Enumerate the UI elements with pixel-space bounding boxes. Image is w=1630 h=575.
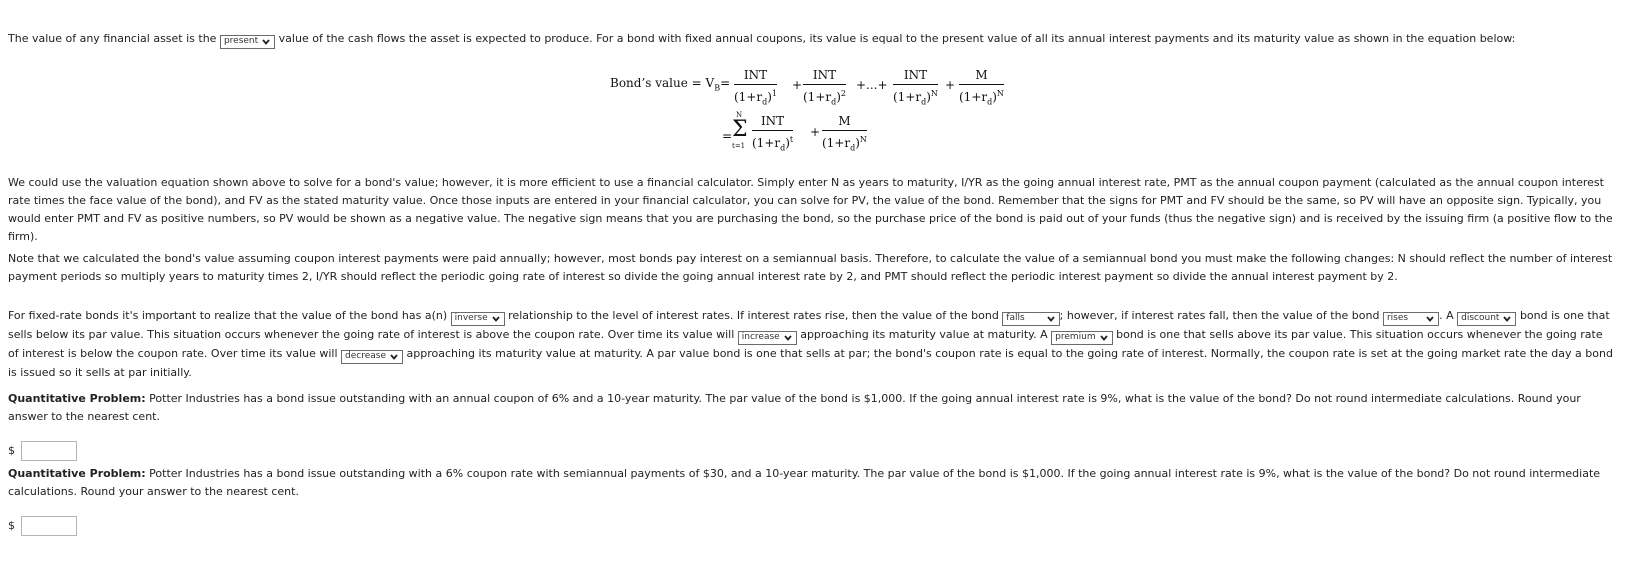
fixed-text-7: bond is one that sells above its par value. This situation occurs whenever the going rate of interest is below the coupon rate. Over time its value will — [8, 328, 1603, 360]
chevron-down-icon — [1424, 313, 1436, 325]
sigma-upper: N — [736, 111, 743, 119]
problem-1-text — [8, 390, 1614, 426]
chevron-down-icon — [782, 332, 794, 344]
rises-dropdown[interactable]: rises — [1383, 312, 1439, 326]
equation-lhs: Bond’s value = $V_B=$ — [610, 76, 731, 93]
fraction-m-n-2: $\frac{M}{(1+r_d)^N}$ — [822, 114, 867, 153]
problem-1-currency: $ — [8, 444, 15, 457]
fixed-text-5: bond is one that sells below its par value. This situation occurs whenever the going rate of interest is above the coupon rate. Over time its value will — [8, 309, 1610, 341]
fixed-rate-paragraph — [8, 307, 1614, 382]
fixed-text-3: ; however, if interest rates fall, then the value of the bond — [1059, 309, 1380, 322]
problem-2-body: Potter Industries has a bond issue outstanding with a 6% coupon rate with semiannual payments of $30, and a 10-year maturity. The par value of the bond is $1,000. If the going annual interest rate is 9%, what is the value of the bond? Do not round intermediate calculations. Round your answer to the nearest cent. — [8, 467, 1601, 498]
present-dropdown[interactable]: present — [220, 35, 275, 49]
increase-dropdown[interactable]: increase — [738, 331, 797, 345]
inverse-dropdown[interactable]: inverse — [451, 312, 505, 326]
fraction-int-n: INT $(1+r_d)^N$ — [893, 68, 938, 107]
problem-1-answer-input[interactable] — [21, 441, 77, 461]
problem-2-label: Quantitative Problem: — [8, 467, 146, 480]
calculator-paragraph: We could use the valuation equation shown above to solve for a bond's value; however, it is more efficient to use a financial calculator. Simply enter N as years to maturity, I/YR as the going annual interest rate, PMT as the annual coupon payment (calculated as the annual coupon interest rate times the face value of the bond), and FV as the stated maturity value. Once those inputs are entered in your financial calculator, you can solve for PV, the value of the bond. Remember that the signs for PMT and FV should be the same, so PV will have an opposite sign. Typically, you would enter PMT and FV as positive numbers, so PV would be shown as a negative value. The negative sign means that you are purchasing the bond, so the purchase price of the bond is paid out of your funds (thus the negative sign) and is received by the issuing firm (a positive flow to the firm). — [8, 176, 1613, 243]
intro-text-before: The value of any financial asset is the — [8, 32, 217, 45]
discount-dropdown[interactable]: discount — [1457, 312, 1516, 326]
fixed-text-8: approaching its maturity value at maturity. A par value bond is one that sells at par; the bond's coupon rate is equal to the going rate of interest. Normally, the coupon rate is set at the going market rate the day a bond is issued so it sells at par initially. — [8, 347, 1613, 379]
problem-1-label: Quantitative Problem: — [8, 392, 146, 405]
decrease-dropdown[interactable]: decrease — [341, 350, 403, 364]
fraction-m-n: $\frac{M}{(1+r_d)^N}$ — [959, 68, 1004, 107]
fixed-text-6: approaching its maturity value at maturity. A — [800, 328, 1048, 341]
intro-paragraph — [8, 30, 1614, 49]
ellipsis-plus: +...+ — [856, 78, 888, 92]
plus-sign: + — [792, 78, 803, 92]
chevron-down-icon — [1501, 313, 1513, 325]
chevron-down-icon — [388, 351, 400, 363]
fraction-int-t: INT $(1+r_d)^t$ — [752, 114, 794, 153]
fraction-int-1: INT $(1+r_d)^1$ — [734, 68, 778, 107]
premium-dropdown[interactable]: premium — [1051, 331, 1113, 345]
equals-sign: = — [722, 129, 733, 143]
chevron-down-icon — [490, 313, 502, 325]
semiannual-paragraph: Note that we calculated the bond's value assuming coupon interest payments were paid annually; however, most bonds pay interest on a semiannual basis. Therefore, to calculate the value of a semiannual bond you must make the following changes: N should reflect the number of interest payment periods so multiply years to maturity times 2, I/YR should reflect the periodic going rate of interest so divide the going annual interest rate by 2, and PMT should reflect the periodic interest payment so divide the annual interest payment by 2. — [8, 252, 1613, 283]
sigma-symbol: Σ — [732, 117, 748, 142]
problem-2-text — [8, 465, 1614, 501]
chevron-down-icon — [1045, 313, 1057, 325]
fixed-text-4: . A — [1439, 309, 1454, 322]
plus-sign: + — [810, 125, 821, 139]
falls-dropdown[interactable]: falls — [1002, 312, 1059, 326]
problem-2-answer-input[interactable] — [21, 516, 77, 536]
problem-2-currency: $ — [8, 519, 15, 532]
chevron-down-icon — [1098, 332, 1110, 344]
fixed-text-2: relationship to the level of interest rates. If interest rates rise, then the value of the bond — [508, 309, 999, 322]
plus-sign: + — [945, 78, 956, 92]
chevron-down-icon — [260, 36, 272, 48]
problem-1-body: Potter Industries has a bond issue outstanding with an annual coupon of 6% and a 10-year maturity. The par value of the bond is $1,000. If the going annual interest rate is 9%, what is the value of the bond? Do not round intermediate calculations. Round your answer to the nearest cent. — [8, 392, 1581, 423]
sigma-lower: t=1 — [732, 142, 746, 150]
fraction-int-2: INT $(1+r_d)^2$ — [803, 68, 847, 107]
fixed-text-1: For fixed-rate bonds it's important to realize that the value of the bond has a(n) — [8, 309, 448, 322]
intro-text-after: value of the cash flows the asset is expected to produce. For a bond with fixed annual coupons, its value is equal to the present value of all its annual interest payments and its maturity value as shown in the equation below: — [278, 32, 1516, 45]
